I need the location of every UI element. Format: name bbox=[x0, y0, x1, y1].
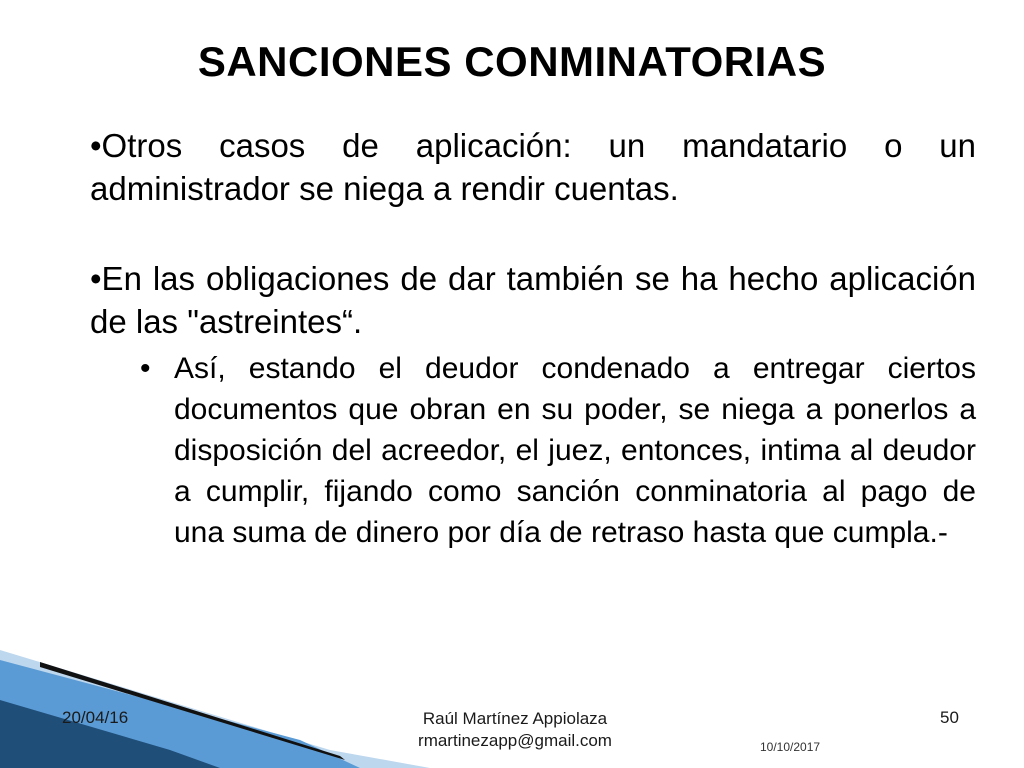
bullet-item-2: •En las obligaciones de dar también se ha hecho aplicación de las "astreintes“. bbox=[90, 260, 976, 340]
footer-page-number: 50 bbox=[940, 708, 959, 727]
sub-bullet-marker: • bbox=[140, 352, 151, 385]
sub-bullet-item bbox=[140, 348, 976, 553]
footer-email: rmartinezapp@gmail.com bbox=[418, 731, 612, 750]
footer-author: Raúl Martínez Appiolaza bbox=[422, 709, 608, 728]
bullet-item-1: •Otros casos de aplicación: un mandatario o un administrador se niega a rendir cuentas. bbox=[90, 127, 976, 207]
footer-author-block bbox=[370, 708, 660, 752]
footer-date-bottom: 10/10/2017 bbox=[760, 740, 821, 754]
sub-bullet-text: Así, estando el deudor condenado a entregar ciertos documentos que obran en su poder, se niega a ponerlos a disposición del acreedor, el juez, entonces, intima al deudor a cumplir, fijando como sanción conminatoria al pago de una suma de dinero por día de retraso hasta que cumpla.- bbox=[174, 352, 976, 549]
slide-title: SANCIONES CONMINATORIAS bbox=[197, 38, 827, 85]
footer-date-left: 20/04/16 bbox=[62, 708, 129, 727]
